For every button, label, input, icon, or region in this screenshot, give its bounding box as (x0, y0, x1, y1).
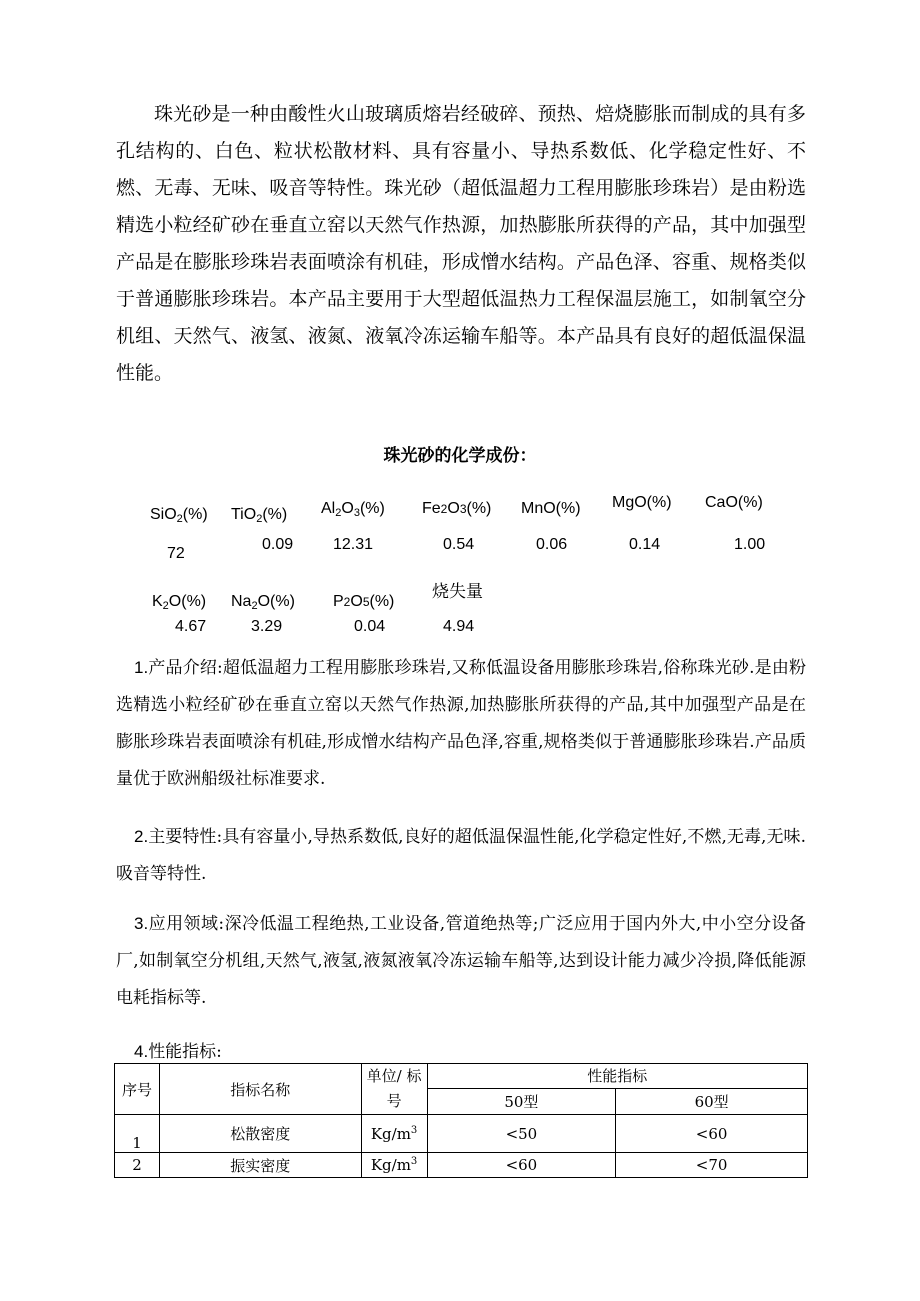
spec-table (114, 1063, 808, 1178)
table-row (115, 1153, 808, 1178)
header-unit: 单位/ 标 号 (361, 1064, 427, 1115)
comp-label-p2o5: P2O5(%) (333, 593, 395, 610)
comp-label-loss-on-ignition: 烧失量 (432, 582, 483, 602)
comp-value-tio2: 0.09 (262, 536, 294, 553)
row-name: 松散密度 (159, 1115, 361, 1153)
comp-label-mgo: MgO(%) (612, 494, 672, 511)
row-unit: $Kg/m^3$ (361, 1115, 427, 1153)
header-type-50: 50型 (427, 1088, 616, 1114)
row-value-50: <60 (427, 1153, 616, 1178)
comp-label-na2o: $Na_2O(\%)$ (231, 593, 295, 612)
comp-label-fe2o3: Fe2O3(%) (422, 500, 492, 517)
row-unit: $Kg/m^3$ (361, 1153, 427, 1178)
section-main-features: 2.主要特性:具有容量小,导热系数低,良好的超低温保温性能,化学稳定性好,不燃,无毒,无味.吸音等特性. (116, 827, 806, 884)
table-header-row (115, 1064, 808, 1089)
comp-value-fe2o3: 0.54 (443, 536, 475, 553)
row-value-60: <60 (616, 1115, 808, 1153)
comp-value-mgo: 0.14 (629, 536, 661, 553)
header-type-60: 60型 (616, 1088, 808, 1114)
comp-label-tio2: TiO$_2$(%) (231, 506, 288, 525)
comp-label-k2o: $K_2O(\%)$ (152, 593, 207, 612)
comp-value-cao: 1.00 (734, 536, 766, 553)
section-applications: 3.应用领域:深冷低温工程绝热,工业设备,管道绝热等;广泛应用于国内外大,中小空分设备厂,如制氧空分机组,天然气,液氢,液氮液氧冷冻运输车船等,达到设计能力减少冷损,降低能源电耗指标等. (116, 914, 806, 1008)
intro-paragraph: 珠光砂是一种由酸性火山玻璃质熔岩经破碎、预热、焙烧膨胀而制成的具有多孔结构的、白色、粒状松散材料、具有容量小、导热系数低、化学稳定性好、不燃、无毒、无味、吸音等特性。珠光砂（超低温超力工程用膨胀珍珠岩）是由粉选精选小粒经矿砂在垂直立窑以天然气作热源，加热膨胀所获得的产品，其中加强型产品是在膨胀珍珠岩表面喷涂有机硅，形成憎水结构。产品色泽、容重、规格类似于普通膨胀珍珠岩。本产品主要用于大型超低温热力工程保温层施工，如制氧空分机组、天然气、液氢、液氮、液氧冷冻运输车船等。本产品具有良好的超低温保温性能。 (116, 103, 806, 384)
header-performance: 性能指标 (427, 1064, 807, 1089)
section-performance: 4.性能指标: (134, 1042, 222, 1062)
comp-label-al2o3: $Al_2O_3(\%)$ (321, 500, 385, 519)
comp-value-k2o: 4.67 (175, 618, 207, 635)
comp-value-sio2: 72 (167, 545, 185, 562)
comp-label-mno: MnO(%) (521, 500, 581, 517)
header-name: 指标名称 (159, 1064, 361, 1115)
row-name: 振实密度 (159, 1153, 361, 1178)
row-index: 2 (115, 1153, 160, 1178)
comp-label-cao: CaO(%) (705, 494, 763, 511)
comp-value-al2o3: 12.31 (333, 536, 374, 553)
table-row (115, 1115, 808, 1153)
section-product-intro: 1.产品介绍:超低温超力工程用膨胀珍珠岩,又称低温设备用膨胀珍珠岩,俗称珠光砂.是由粉选精选小粒经矿砂在垂直立窑以天然气作热源,加热膨胀所获得的产品,其中加强型产品是在膨胀珍珠岩表面喷涂有机硅,形成憎水结构产品色泽,容重,规格类似于普通膨胀珍珠岩.产品质量优于欧洲船级社标准要求. (116, 658, 806, 789)
header-index: 序号 (115, 1064, 160, 1115)
composition-heading: 珠光砂的化学成份： (383, 446, 537, 466)
comp-value-loss-on-ignition: 4.94 (443, 618, 475, 635)
row-value-60: <70 (616, 1153, 808, 1178)
comp-value-na2o: 3.29 (251, 618, 283, 635)
comp-value-mno: 0.06 (536, 536, 568, 553)
row-value-50: <50 (427, 1115, 616, 1153)
comp-value-p2o5: 0.04 (354, 618, 386, 635)
comp-label-sio2: SiO$_2$(%) (150, 506, 208, 525)
row-index: 1 (115, 1115, 160, 1153)
